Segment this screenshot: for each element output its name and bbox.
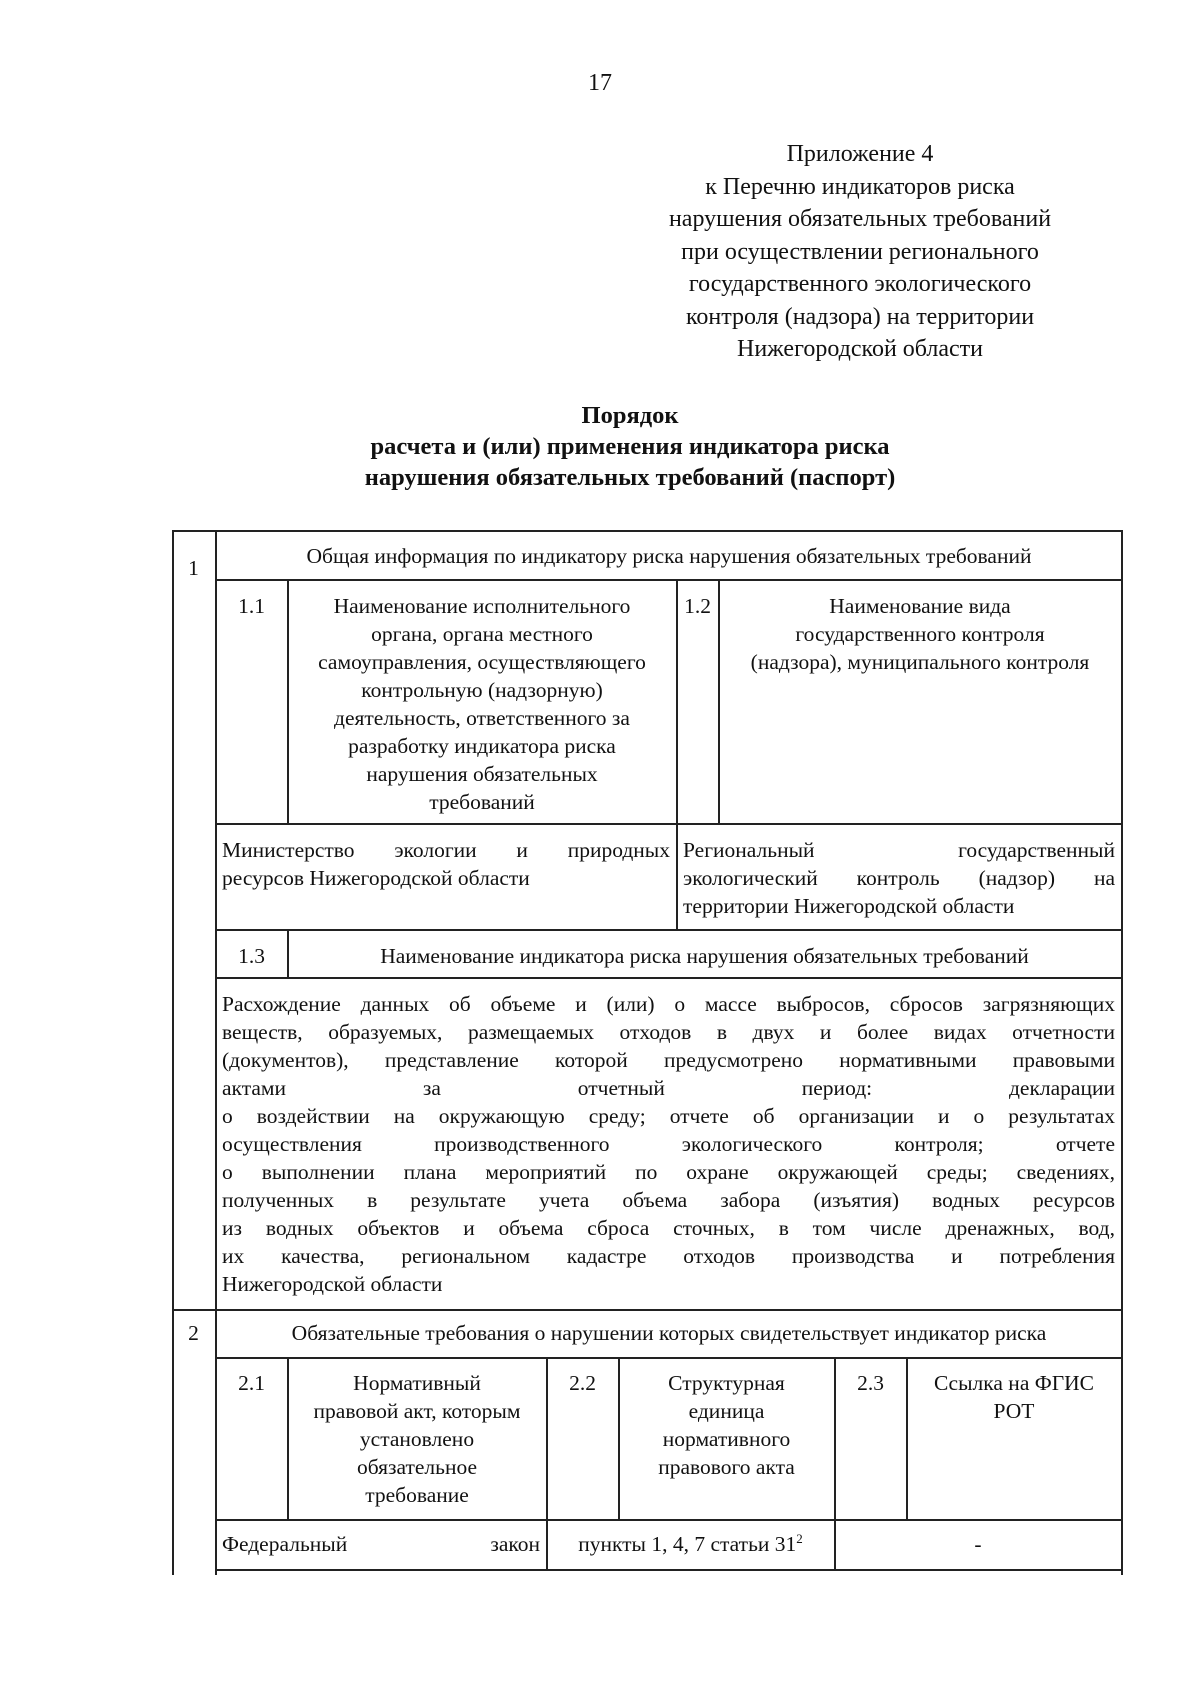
item-header-control-type: Наименование вида государственного контроля (надзора), муниципального контроля [750,594,1090,674]
appendix-line: Приложение 4 [786,141,934,167]
document-title [200,400,1060,493]
section-number: 2 [188,1321,199,1345]
item-header-structural-unit: Структурная единица нормативного правового акта [658,1371,795,1479]
table-border-left [172,530,174,1575]
item-number: 2.1 [238,1371,265,1395]
item-value-structural-unit: пункты 1, 4, 7 статьи $31^2$ [578,1530,803,1556]
table-border [215,1519,1122,1521]
item-header-fgis-link: Ссылка на ФГИС РОТ [933,1371,1095,1423]
item-number: 1.2 [684,594,711,618]
item-value-legal-act: Федеральный закон [222,1532,540,1556]
item-number: 2.2 [569,1371,596,1395]
table-border [172,1309,1122,1311]
table-border-right [1121,530,1123,1575]
item-number: 1.1 [238,594,265,618]
item-value-fgis-link: - [974,1532,982,1556]
section-heading: Общая информация по индикатору риска нарушения обязательных требований [306,544,1032,568]
appendix-reference [600,138,1120,366]
table-border [676,579,678,930]
table-border [215,579,1122,581]
section-heading: Обязательные требования о нарушении которых свидетельствует индикатор риска [291,1321,1047,1345]
page-number: 17 [588,70,612,96]
table-border [215,1357,1122,1359]
item-value-control-type: Региональный государственный экологический контроль (надзор) на территории Нижегородской области [683,838,1115,918]
appendix-line: государственного экологического [688,271,1032,297]
title-line: расчета и (или) применения индикатора риска [370,433,890,460]
appendix-line: нарушения обязательных требований [668,206,1052,232]
section-number: 1 [188,556,199,580]
footnote-marker: 2 [796,1530,803,1546]
item-number: 1.3 [238,944,265,968]
appendix-line: контроля (надзора) на территории [685,303,1035,330]
appendix-line: Нижегородской области [736,336,984,362]
item-header-legal-act: Нормативный правовой акт, которым установлено обязательное требование [313,1371,521,1507]
item-header-executive-body: Наименование исполнительного органа, органа местного самоуправления, осуществляющего контрольную (надзорную) деятельность, ответственного за разработку индикатора риска нарушения обязательных требований [318,594,646,814]
table-border [215,977,1122,979]
item-number: 2.3 [857,1371,884,1395]
item-value-indicator-name: Расхождение данных об объеме и (или) о массе выбросов, сбросов загрязняющих веществ, образуемых, размещаемых отходов в двух и более видах отчетности (документов), представление которой предусмотрено нормативными правовыми актами за отчетный период: декларации о воздействии на окружающую среду; отчете об организации и о результатах осуществления производственного экологического контроля; отчете о выполнении плана мероприятий по охране окружающей среды; сведениях, полученных в результате учета объема забора (изъятия) водных ресурсов из водных объектов и объема сброса сточных, в том числе дренажных, вод, их качества, региональном кадастре отходов производства и потребления Нижегородской области [222,992,1115,1296]
table-border [215,823,1122,825]
item-header-indicator-name: Наименование индикатора риска нарушения обязательных требований [380,944,1029,968]
item-value-executive-body: Министерство экологии и природных ресурсов Нижегородской области [222,838,670,890]
table-border [215,1569,1122,1571]
appendix-line: при осуществлении регионального [681,238,1039,265]
table-border [215,929,1122,931]
table-border-top [172,530,1122,532]
title-line: нарушения обязательных требований (паспорт) [364,464,896,491]
title-line: Порядок [581,402,679,429]
appendix-line: к Перечню индикаторов риска [705,173,1015,200]
table-border [215,530,217,1575]
